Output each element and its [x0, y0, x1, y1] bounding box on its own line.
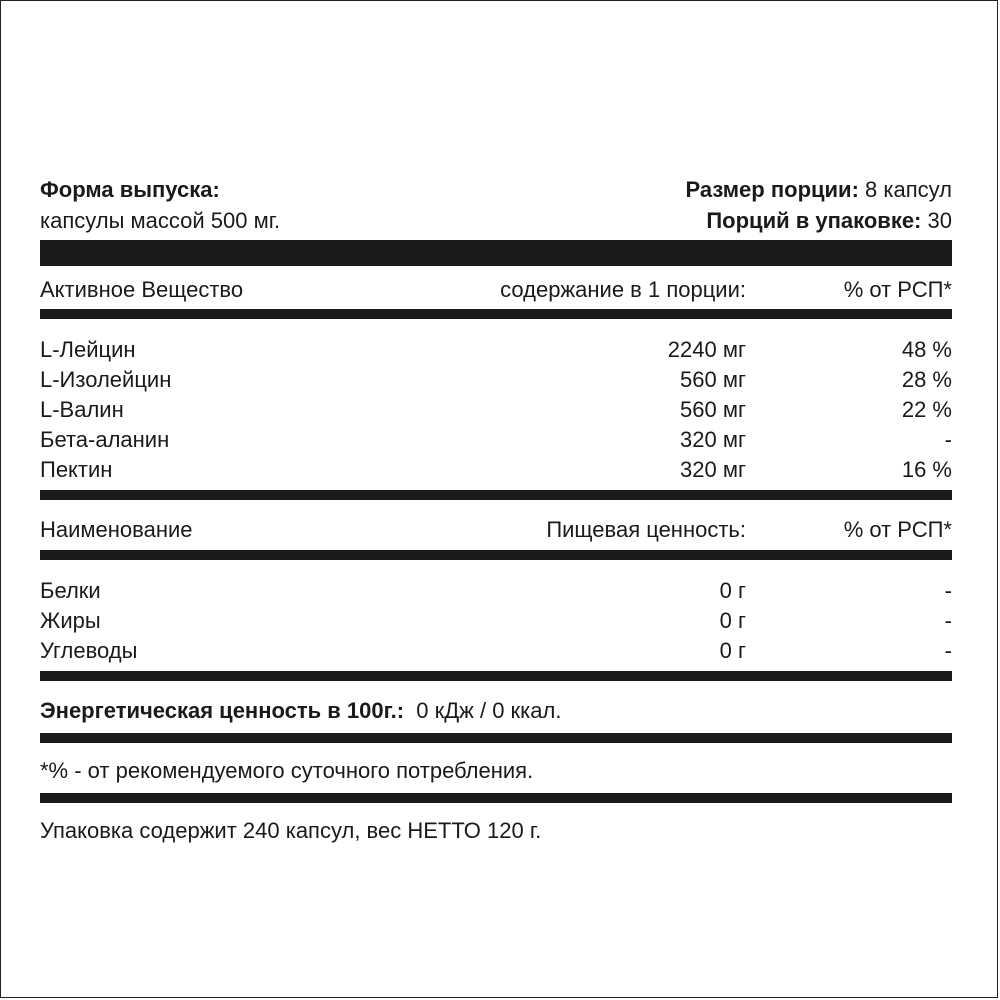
form-label: Форма выпуска: [40, 177, 220, 202]
nutrition-table-header [40, 515, 952, 545]
divider [40, 309, 952, 319]
ingredient-rsp: 48 % [901, 337, 952, 362]
header-row-2 [40, 206, 952, 236]
active-header-rsp: % от РСП* [843, 277, 952, 302]
active-header-name: Активное Вещество [40, 277, 244, 302]
divider [40, 733, 952, 743]
nutrient-amount: 0 г [719, 638, 746, 663]
thick-divider [40, 240, 952, 266]
nutrient-amount: 0 г [719, 578, 746, 603]
ingredient-name: Бета-аланин [40, 427, 170, 452]
ingredient-name: L-Лейцин [40, 337, 136, 362]
nutrient-amount: 0 г [719, 608, 746, 633]
table-row [40, 606, 952, 636]
nutrition-header-name: Наименование [40, 517, 193, 542]
ingredient-name: L-Изолейцин [40, 367, 172, 392]
ingredient-name: L-Валин [40, 397, 124, 422]
ingredient-rsp: 22 % [901, 397, 952, 422]
nutrient-rsp: - [944, 638, 952, 663]
energy-label: Энергетическая ценность в 100г.: [40, 698, 405, 723]
nutrient-name: Жиры [40, 608, 101, 633]
nutrient-name: Белки [40, 578, 101, 603]
ingredient-amount: 560 мг [680, 367, 746, 392]
ingredient-rsp: 28 % [901, 367, 952, 392]
ingredient-name: Пектин [40, 457, 113, 482]
table-row [40, 636, 952, 666]
active-header-amount: содержание в 1 порции: [500, 277, 746, 302]
header-row-1 [40, 175, 952, 205]
energy-value-line [40, 696, 561, 726]
active-table-header [40, 275, 952, 305]
nutrient-name: Углеводы [40, 638, 138, 663]
table-row [40, 395, 952, 425]
serving-size [686, 175, 953, 205]
energy-value: 0 кДж / 0 ккал. [416, 698, 562, 723]
divider [40, 490, 952, 500]
servings-label: Порций в упаковке: [706, 208, 922, 233]
footnote: *% - от рекомендуемого суточного потребления. [40, 758, 534, 783]
ingredient-amount: 320 мг [680, 427, 746, 452]
nutrition-header-amount: Пищевая ценность: [546, 517, 746, 542]
table-row [40, 365, 952, 395]
package-note: Упаковка содержит 240 капсул, вес НЕТТО 120 г. [40, 818, 542, 843]
ingredient-rsp: 16 % [901, 457, 952, 482]
table-row [40, 425, 952, 455]
nutrient-rsp: - [944, 578, 952, 603]
table-row [40, 576, 952, 606]
ingredient-amount: 560 мг [680, 397, 746, 422]
table-row [40, 455, 952, 485]
ingredient-amount: 2240 мг [667, 337, 746, 362]
form-value: капсулы массой 500 мг. [40, 208, 281, 233]
servings-per-package [706, 206, 952, 236]
ingredient-rsp: - [944, 427, 952, 452]
divider [40, 550, 952, 560]
servings-value: 30 [927, 208, 952, 233]
energy-row [40, 696, 952, 726]
divider [40, 671, 952, 681]
serving-size-label: Размер порции: [685, 177, 859, 202]
divider [40, 793, 952, 803]
ingredient-amount: 320 мг [680, 457, 746, 482]
nutrition-header-rsp: % от РСП* [843, 517, 952, 542]
table-row [40, 335, 952, 365]
nutrient-rsp: - [944, 608, 952, 633]
serving-size-value: 8 капсул [865, 177, 952, 202]
